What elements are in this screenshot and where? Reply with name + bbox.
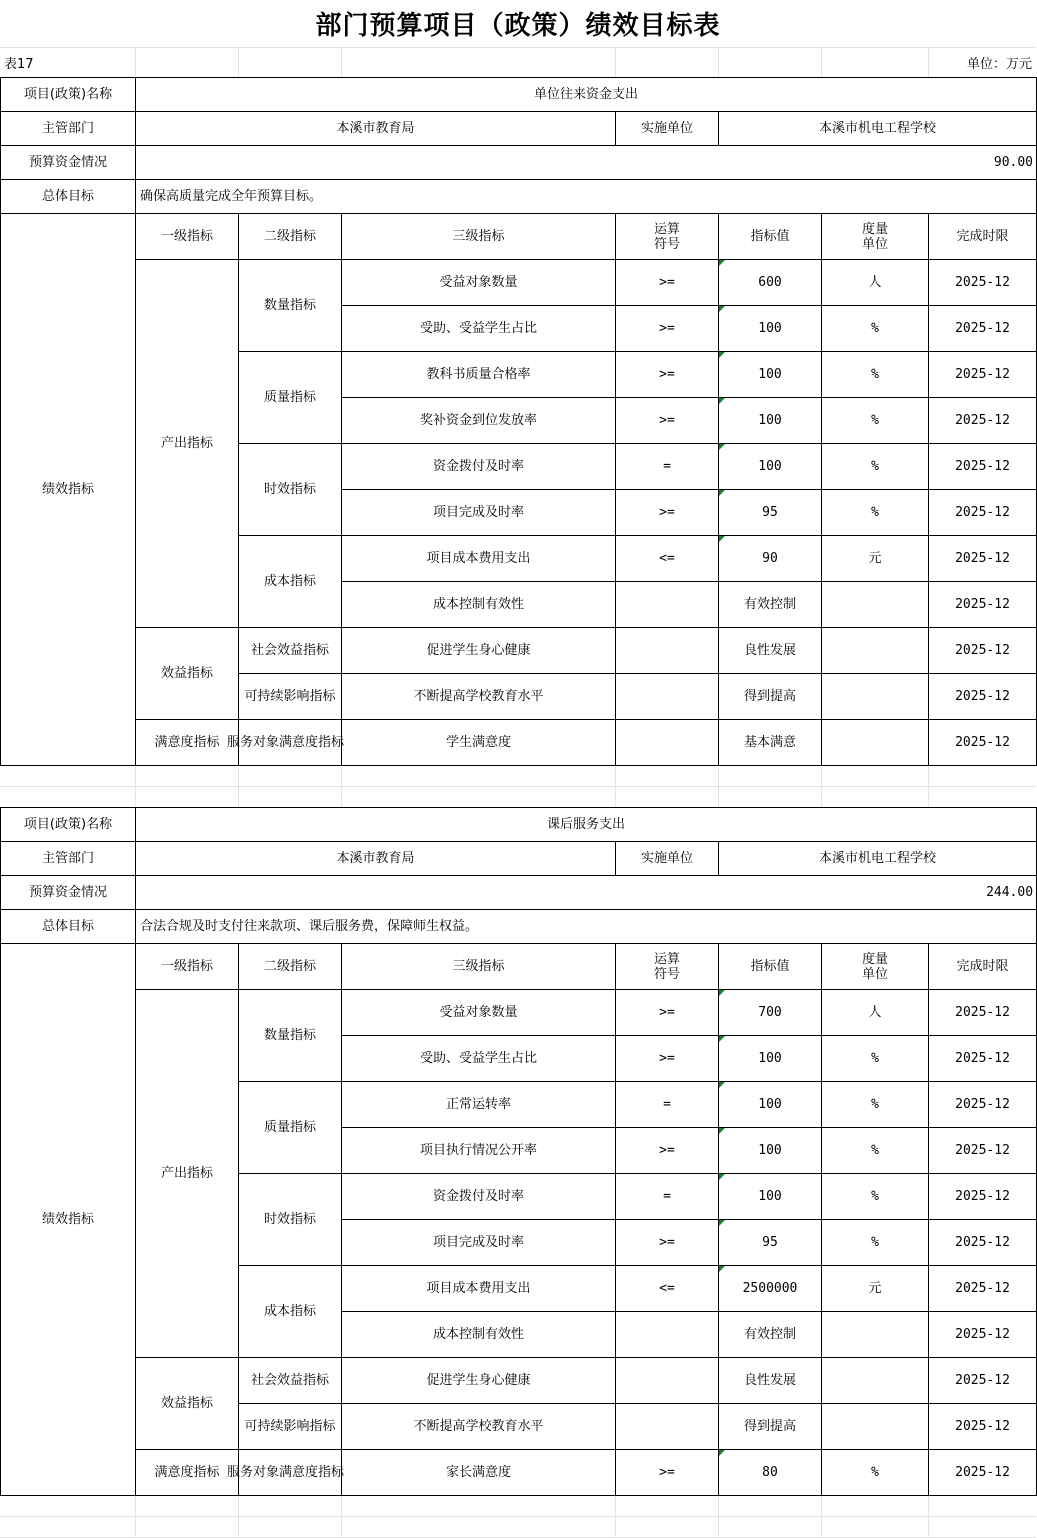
unit-cell[interactable]: 人: [822, 990, 929, 1036]
dept-label: 主管部门: [1, 842, 136, 876]
unit-cell[interactable]: 元: [822, 536, 929, 582]
l3-cell[interactable]: 项目完成及时率: [342, 490, 616, 536]
time-cell[interactable]: 2025-12: [929, 674, 1037, 720]
value-cell[interactable]: 100: [719, 1128, 822, 1174]
unit-cell[interactable]: 元: [822, 1266, 929, 1312]
op-cell[interactable]: >=: [616, 1036, 719, 1082]
l3-cell[interactable]: 受助、受益学生占比: [342, 1036, 616, 1082]
perf-label: 绩效指标: [1, 944, 136, 1496]
project-name-label: 项目(政策)名称: [1, 78, 136, 112]
budget-label: 预算资金情况: [1, 146, 136, 180]
dept-label: 主管部门: [1, 112, 136, 146]
l3-cell[interactable]: 受益对象数量: [342, 990, 616, 1036]
value-cell[interactable]: 600: [719, 260, 822, 306]
unit-cell[interactable]: [822, 1312, 929, 1358]
l3-cell[interactable]: 成本控制有效性: [342, 1312, 616, 1358]
page-title: 部门预算项目（政策）绩效目标表: [315, 11, 721, 41]
l2-cost: 成本指标: [239, 1266, 342, 1358]
col-header-val: 指标值: [719, 944, 822, 990]
l2-cost: 成本指标: [239, 536, 342, 628]
op-cell[interactable]: [616, 1358, 719, 1404]
l2-sustain: 可持续影响指标: [239, 1404, 342, 1450]
col-header-l1: 一级指标: [136, 214, 239, 260]
time-cell[interactable]: 2025-12: [929, 1128, 1037, 1174]
col-header-val: 指标值: [719, 214, 822, 260]
value-cell[interactable]: 基本满意: [719, 720, 822, 766]
project-name-value[interactable]: 课后服务支出: [136, 808, 1037, 842]
unit-cell[interactable]: %: [822, 1220, 929, 1266]
op-cell[interactable]: =: [616, 1082, 719, 1128]
goal-value[interactable]: 合法合规及时支付往来款项、课后服务费，保障师生权益。: [136, 910, 1037, 944]
op-cell[interactable]: >=: [616, 990, 719, 1036]
project-name-value[interactable]: 单位往来资金支出: [136, 78, 1037, 112]
l3-cell[interactable]: 奖补资金到位发放率: [342, 398, 616, 444]
unit-cell[interactable]: %: [822, 490, 929, 536]
value-cell[interactable]: 100: [719, 1174, 822, 1220]
value-cell[interactable]: 100: [719, 398, 822, 444]
time-cell[interactable]: 2025-12: [929, 444, 1037, 490]
unit-cell[interactable]: %: [822, 306, 929, 352]
unit-cell[interactable]: [822, 1404, 929, 1450]
l3-cell[interactable]: 不断提高学校教育水平: [342, 674, 616, 720]
goal-label: 总体目标: [1, 910, 136, 944]
impl-unit-value[interactable]: 本溪市机电工程学校: [719, 112, 1037, 146]
time-cell[interactable]: 2025-12: [929, 1358, 1037, 1404]
op-cell[interactable]: >=: [616, 260, 719, 306]
project-table-2: [0, 807, 1037, 1496]
op-cell[interactable]: >=: [616, 352, 719, 398]
unit-cell[interactable]: %: [822, 1450, 929, 1496]
col-header-l1: 一级指标: [136, 944, 239, 990]
value-cell[interactable]: 95: [719, 1220, 822, 1266]
l2-quantity: 数量指标: [239, 260, 342, 352]
op-cell[interactable]: [616, 582, 719, 628]
op-cell[interactable]: [616, 1312, 719, 1358]
l2-social: 社会效益指标: [239, 1358, 342, 1404]
col-header-l2: 二级指标: [239, 944, 342, 990]
op-cell[interactable]: >=: [616, 1220, 719, 1266]
unit-cell[interactable]: %: [822, 1174, 929, 1220]
project-name-label: 项目(政策)名称: [1, 808, 136, 842]
l2-service: [227, 1450, 345, 1496]
value-cell[interactable]: 得到提高: [719, 674, 822, 720]
l2-timeliness: 时效指标: [239, 1174, 342, 1266]
time-cell[interactable]: 2025-12: [929, 306, 1037, 352]
l1-output: 产出指标: [136, 260, 239, 628]
l3-cell[interactable]: 资金拨付及时率: [342, 1174, 616, 1220]
l3-cell[interactable]: 促进学生身心健康: [342, 628, 616, 674]
l3-cell[interactable]: 成本控制有效性: [342, 582, 616, 628]
l3-cell[interactable]: 项目成本费用支出: [342, 536, 616, 582]
col-header-op: 运算 符号: [616, 944, 719, 990]
time-cell[interactable]: 2025-12: [929, 352, 1037, 398]
l3-cell[interactable]: 项目完成及时率: [342, 1220, 616, 1266]
goal-label: 总体目标: [1, 180, 136, 214]
op-cell[interactable]: <=: [616, 536, 719, 582]
unit-cell[interactable]: [822, 628, 929, 674]
col-header-l3: 三级指标: [342, 944, 616, 990]
l3-cell[interactable]: 受益对象数量: [342, 260, 616, 306]
unit-cell[interactable]: %: [822, 352, 929, 398]
l1-output: 产出指标: [136, 990, 239, 1358]
dept-value[interactable]: 本溪市教育局: [136, 842, 616, 876]
value-cell[interactable]: 100: [719, 1082, 822, 1128]
op-cell[interactable]: >=: [616, 490, 719, 536]
unit-cell[interactable]: %: [822, 1082, 929, 1128]
l2-service: [227, 720, 345, 766]
value-cell[interactable]: 有效控制: [719, 582, 822, 628]
unit-cell[interactable]: %: [822, 398, 929, 444]
time-cell[interactable]: 2025-12: [929, 260, 1037, 306]
l2-social: 社会效益指标: [239, 628, 342, 674]
value-cell[interactable]: 100: [719, 444, 822, 490]
l2-sustain: 可持续影响指标: [239, 674, 342, 720]
value-cell[interactable]: 2500000: [719, 1266, 822, 1312]
value-cell[interactable]: 100: [719, 306, 822, 352]
unit-cell[interactable]: [822, 582, 929, 628]
project-table-1: [0, 77, 1037, 766]
l2-timeliness: 时效指标: [239, 444, 342, 536]
impl-unit-label: 实施单位: [616, 112, 719, 146]
col-header-l2: 二级指标: [239, 214, 342, 260]
value-cell[interactable]: 90: [719, 536, 822, 582]
time-cell[interactable]: 2025-12: [929, 1312, 1037, 1358]
value-cell[interactable]: 700: [719, 990, 822, 1036]
goal-value[interactable]: 确保高质量完成全年预算目标。: [136, 180, 1037, 214]
time-cell[interactable]: 2025-12: [929, 1082, 1037, 1128]
l3-cell[interactable]: 教科书质量合格率: [342, 352, 616, 398]
value-cell[interactable]: 得到提高: [719, 1404, 822, 1450]
l1-satisfaction: 满意度指标: [136, 720, 239, 766]
col-header-unit: 度量 单位: [822, 214, 929, 260]
l3-cell[interactable]: 不断提高学校教育水平: [342, 1404, 616, 1450]
unit-cell[interactable]: [822, 674, 929, 720]
value-cell[interactable]: 95: [719, 490, 822, 536]
op-cell[interactable]: [616, 1404, 719, 1450]
unit-cell[interactable]: [822, 1358, 929, 1404]
time-cell[interactable]: 2025-12: [929, 1220, 1037, 1266]
op-cell[interactable]: =: [616, 444, 719, 490]
l1-benefit: 效益指标: [136, 628, 239, 720]
time-cell[interactable]: 2025-12: [929, 536, 1037, 582]
unit-label: 单位：万元: [966, 56, 1032, 72]
time-cell[interactable]: 2025-12: [929, 1404, 1037, 1450]
time-cell[interactable]: 2025-12: [929, 1036, 1037, 1082]
time-cell[interactable]: 2025-12: [929, 398, 1037, 444]
time-cell[interactable]: 2025-12: [929, 720, 1037, 766]
budget-value[interactable]: 244.00: [136, 876, 1037, 910]
l2-service-text: 服务对象满意度指标: [227, 1465, 345, 1480]
unit-cell[interactable]: %: [822, 1036, 929, 1082]
l2-quality: 质量指标: [239, 1082, 342, 1174]
l2-quality: 质量指标: [239, 352, 342, 444]
impl-unit-value[interactable]: 本溪市机电工程学校: [719, 842, 1037, 876]
l3-cell[interactable]: 促进学生身心健康: [342, 1358, 616, 1404]
col-header-time: 完成时限: [929, 944, 1037, 990]
table-number: 表17: [4, 56, 34, 72]
l3-cell[interactable]: 项目成本费用支出: [342, 1266, 616, 1312]
l1-benefit: 效益指标: [136, 1358, 239, 1450]
op-cell[interactable]: >=: [616, 1128, 719, 1174]
op-cell[interactable]: [616, 720, 719, 766]
l1-satisfaction: 满意度指标: [136, 1450, 239, 1496]
col-header-unit: 度量 单位: [822, 944, 929, 990]
col-header-l3: 三级指标: [342, 214, 616, 260]
l3-cell[interactable]: 受助、受益学生占比: [342, 306, 616, 352]
op-cell[interactable]: =: [616, 1174, 719, 1220]
col-header-time: 完成时限: [929, 214, 1037, 260]
time-cell[interactable]: 2025-12: [929, 990, 1037, 1036]
budget-value[interactable]: 90.00: [136, 146, 1037, 180]
unit-cell[interactable]: 人: [822, 260, 929, 306]
unit-cell[interactable]: %: [822, 1128, 929, 1174]
unit-cell[interactable]: %: [822, 444, 929, 490]
value-cell[interactable]: 有效控制: [719, 1312, 822, 1358]
value-cell[interactable]: 100: [719, 352, 822, 398]
op-cell[interactable]: >=: [616, 398, 719, 444]
time-cell[interactable]: 2025-12: [929, 1266, 1037, 1312]
unit-cell[interactable]: [822, 720, 929, 766]
value-cell[interactable]: 良性发展: [719, 628, 822, 674]
time-cell[interactable]: 2025-12: [929, 628, 1037, 674]
op-cell[interactable]: [616, 674, 719, 720]
l2-quantity: 数量指标: [239, 990, 342, 1082]
budget-label: 预算资金情况: [1, 876, 136, 910]
time-cell[interactable]: 2025-12: [929, 490, 1037, 536]
l2-service-text: 服务对象满意度指标: [227, 735, 345, 750]
dept-value[interactable]: 本溪市教育局: [136, 112, 616, 146]
l3-cell[interactable]: 学生满意度: [342, 720, 616, 766]
value-cell[interactable]: 100: [719, 1036, 822, 1082]
l3-cell[interactable]: 资金拨付及时率: [342, 444, 616, 490]
op-cell[interactable]: >=: [616, 306, 719, 352]
op-cell[interactable]: [616, 628, 719, 674]
l3-cell[interactable]: 家长满意度: [342, 1450, 616, 1496]
impl-unit-label: 实施单位: [616, 842, 719, 876]
value-cell[interactable]: 80: [719, 1450, 822, 1496]
l3-cell[interactable]: 正常运转率: [342, 1082, 616, 1128]
op-cell[interactable]: <=: [616, 1266, 719, 1312]
op-cell[interactable]: >=: [616, 1450, 719, 1496]
col-header-op: 运算 符号: [616, 214, 719, 260]
time-cell[interactable]: 2025-12: [929, 582, 1037, 628]
time-cell[interactable]: 2025-12: [929, 1450, 1037, 1496]
l3-cell[interactable]: 项目执行情况公开率: [342, 1128, 616, 1174]
time-cell[interactable]: 2025-12: [929, 1174, 1037, 1220]
perf-label: 绩效指标: [1, 214, 136, 766]
value-cell[interactable]: 良性发展: [719, 1358, 822, 1404]
